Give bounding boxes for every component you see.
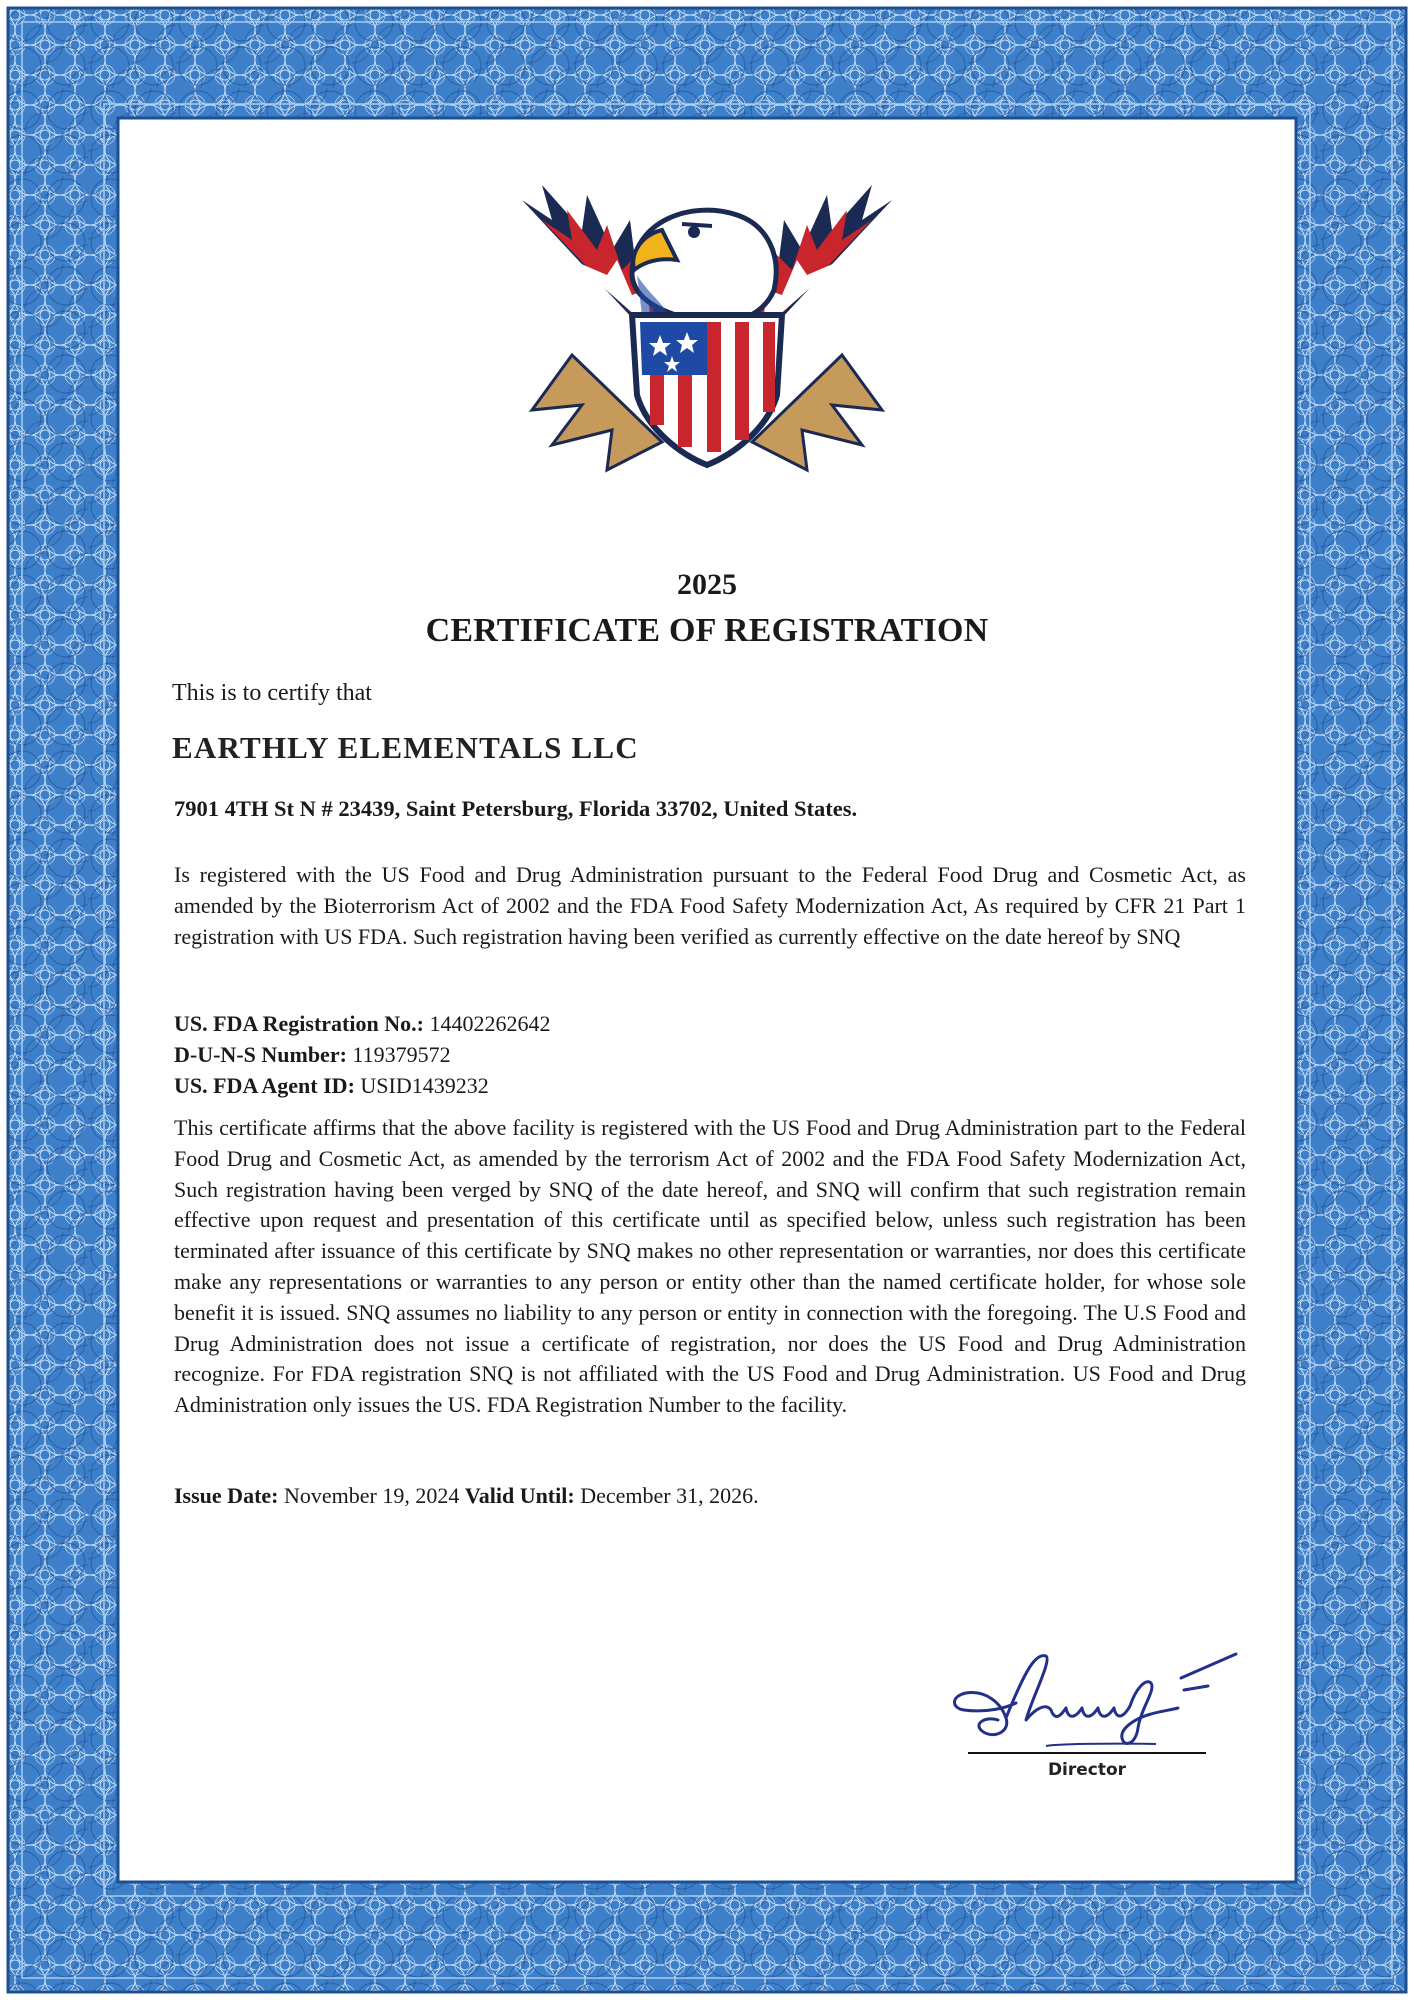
registration-details <box>174 1008 550 1101</box>
agent-id-label: US. FDA Agent ID: <box>174 1073 355 1098</box>
valid-until-label: Valid Until: <box>464 1483 575 1508</box>
agent-id-row <box>174 1070 550 1101</box>
fda-registration-row <box>174 1008 550 1039</box>
issue-date-value: November 19, 2024 <box>284 1483 460 1508</box>
valid-until-value: December 31, 2026. <box>580 1483 759 1508</box>
company-address: 7901 4TH St N # 23439, Saint Petersburg, Florida 33702, United States. <box>174 796 858 821</box>
duns-row <box>174 1039 550 1070</box>
company-name: EARTHLY ELEMENTALS LLC <box>172 730 639 765</box>
agent-id-value: USID1439232 <box>360 1073 489 1098</box>
duns-label: D-U-N-S Number: <box>174 1042 347 1067</box>
certificate-title: CERTIFICATE OF REGISTRATION <box>425 612 989 649</box>
registration-paragraph: Is registered with the US Food and Drug Administration pursuant to the Federal Food Drug and Cosmetic Act, as amended by the Bioterrorism Act of 2002 and the FDA Food Safety Modernization Act, As required by CFR 21 Part 1 registration with US FDA. Such registration having been verified as currently effective on the date hereof by SNQ <box>174 862 1246 949</box>
director-signature <box>946 1648 1246 1758</box>
affirmation-paragraph: This certificate affirms that the above facility is registered with the US Food and Drug Administration part to the Federal Food Drug and Cosmetic Act, as amended by the terrorism Act of 2002 and the FDA Food Safety Modernization Act, Such registration having been verged by SNQ of the date hereof, and SNQ will confirm that such registration remain effective upon request and presentation of this certificate until as specified below, unless such registration has been terminated after issuance of this certificate by SNQ makes no other representation or warranties, nor does this certificate make any representations or warranties to any person or entity other than the named certificate holder, for whose sole benefit it is issued. SNQ assumes no liability to any person or entity in connection with the foregoing. The U.S Food and Drug Administration does not issue a certificate of registration, nor does the US Food and Drug Administration recognize. For FDA registration SNQ is not affiliated with the US Food and Drug Administration. US Food and Drug Administration only issues the US. FDA Registration Number to the facility. <box>174 1115 1246 1418</box>
issue-date-label: Issue Date: <box>174 1483 279 1508</box>
fda-registration-value: 14402262642 <box>429 1011 551 1036</box>
signatory-title: Director <box>1047 1760 1127 1780</box>
eagle-shield-icon <box>512 180 902 480</box>
certificate-year: 2025 <box>677 568 737 601</box>
signature-line <box>968 1752 1206 1754</box>
fda-registration-label: US. FDA Registration No.: <box>174 1011 424 1036</box>
certify-intro: This is to certify that <box>172 680 372 706</box>
duns-value: 119379572 <box>352 1042 451 1067</box>
validity-dates <box>174 1483 759 1509</box>
